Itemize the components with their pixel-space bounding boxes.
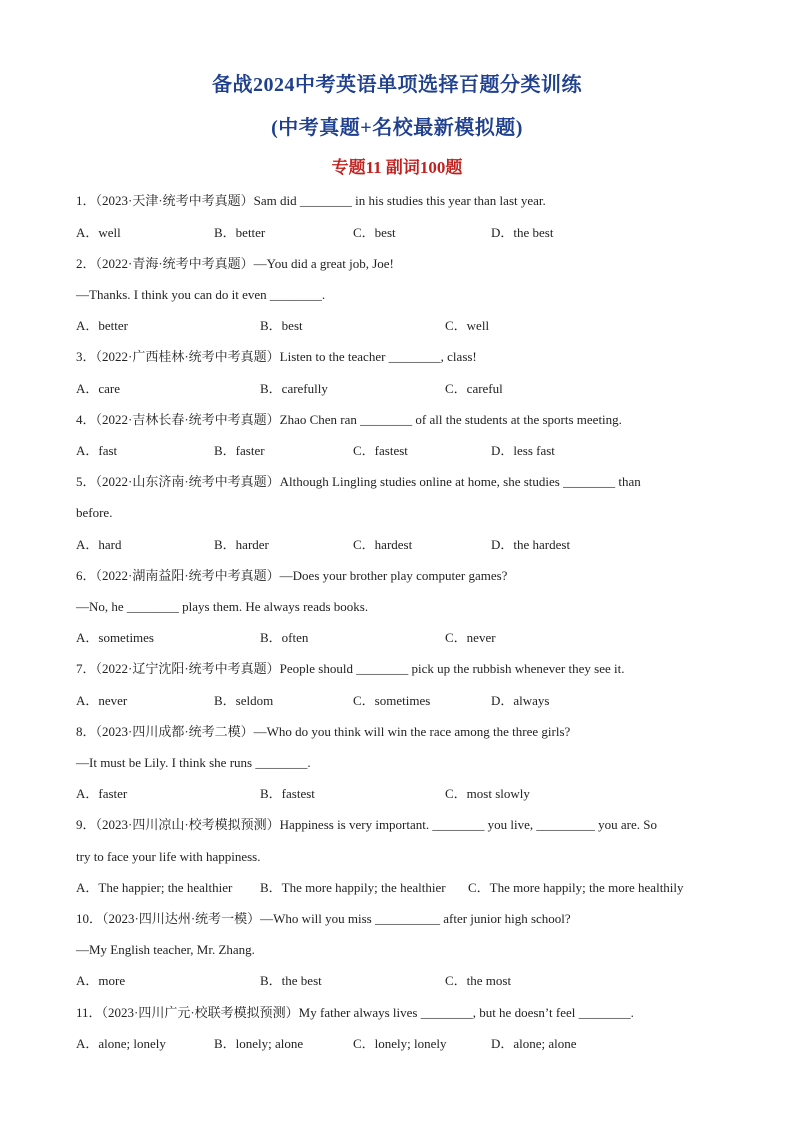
question-5-option-b: B．harder bbox=[214, 537, 269, 552]
question-2-option-c: C．well bbox=[445, 318, 490, 333]
topic-heading: 专题11 副词100题 bbox=[331, 158, 463, 177]
question-10-option-a: A．more bbox=[76, 973, 126, 988]
question-8-option-b: B．fastest bbox=[260, 786, 315, 801]
question-2-stem-cont: —Thanks. I think you can do it even ________. bbox=[76, 287, 326, 302]
question-7-option-b: B．seldom bbox=[214, 693, 274, 708]
question-10-option-c: C．the most bbox=[445, 973, 512, 988]
question-1-option-a: A．well bbox=[76, 225, 121, 240]
question-6-option-b: B．often bbox=[260, 630, 309, 645]
question-5-option-d: D．the hardest bbox=[491, 537, 571, 552]
question-7-option-c: C．sometimes bbox=[353, 693, 431, 708]
question-10-option-b: B．the best bbox=[260, 973, 322, 988]
question-5-option-c: C．hardest bbox=[353, 537, 413, 552]
question-5-stem: 5．（2022·山东济南·统考中考真题）Although Lingling studies online at home, she studies ________ than bbox=[76, 474, 641, 489]
question-8-option-a: A．faster bbox=[76, 786, 128, 801]
question-6-option-a: A．sometimes bbox=[76, 630, 154, 645]
question-3-option-b: B．carefully bbox=[260, 381, 328, 396]
question-2-option-b: B．best bbox=[260, 318, 303, 333]
question-3-option-a: A．care bbox=[76, 381, 121, 396]
question-4-option-b: B．faster bbox=[214, 443, 265, 458]
question-9-stem-cont: try to face your life with happiness. bbox=[76, 849, 261, 864]
question-6-stem: 6．（2022·湖南益阳·统考中考真题）—Does your brother play computer games? bbox=[76, 568, 508, 583]
question-1-option-b: B．better bbox=[214, 225, 266, 240]
question-4-option-d: D．less fast bbox=[491, 443, 555, 458]
question-6-option-c: C．never bbox=[445, 630, 496, 645]
question-9-option-b: B．The more happily; the healthier bbox=[260, 880, 446, 895]
question-9-stem: 9．（2023·四川凉山·校考模拟预测）Happiness is very important. ________ you live, _________ you are. So bbox=[76, 817, 657, 832]
question-4-option-c: C．fastest bbox=[353, 443, 408, 458]
question-5-option-a: A．hard bbox=[76, 537, 122, 552]
question-10-stem-cont: —My English teacher, Mr. Zhang. bbox=[76, 942, 255, 957]
question-2-option-a: A．better bbox=[76, 318, 128, 333]
question-2-stem: 2．（2022·青海·统考中考真题）—You did a great job, Joe! bbox=[76, 256, 394, 271]
question-4-option-a: A．fast bbox=[76, 443, 118, 458]
question-1-stem: 1．（2023·天津·统考中考真题）Sam did ________ in his studies this year than last year. bbox=[76, 193, 546, 208]
question-11-option-d: D．alone; alone bbox=[491, 1036, 577, 1051]
question-8-stem-cont: —It must be Lily. I think she runs ________. bbox=[76, 755, 311, 770]
question-8-stem: 8．（2023·四川成都·统考二模）—Who do you think will win the race among the three girls? bbox=[76, 724, 571, 739]
question-10-stem: 10．（2023·四川达州·统考一模）—Who will you miss __________ after junior high school? bbox=[76, 911, 571, 926]
question-8-option-c: C．most slowly bbox=[445, 786, 530, 801]
question-3-option-c: C．careful bbox=[445, 381, 503, 396]
question-6-stem-cont: —No, he ________ plays them. He always reads books. bbox=[76, 599, 369, 614]
question-11-option-c: C．lonely; lonely bbox=[353, 1036, 447, 1051]
question-1-option-c: C．best bbox=[353, 225, 396, 240]
question-7-option-d: D．always bbox=[491, 693, 550, 708]
question-7-option-a: A．never bbox=[76, 693, 128, 708]
question-11-stem: 11．（2023·四川广元·校联考模拟预测）My father always lives ________, but he doesn’t feel ________. bbox=[76, 1005, 634, 1020]
question-11-option-a: A．alone; lonely bbox=[76, 1036, 166, 1051]
question-9-option-a: A．The happier; the healthier bbox=[76, 880, 233, 895]
question-1-option-d: D．the best bbox=[491, 225, 554, 240]
question-7-stem: 7．（2022·辽宁沈阳·统考中考真题）People should ________ pick up the rubbish whenever they see it. bbox=[76, 661, 625, 676]
document-title: 备战2024中考英语单项选择百题分类训练 bbox=[212, 74, 582, 96]
question-11-option-b: B．lonely; alone bbox=[214, 1036, 304, 1051]
question-9-option-c: C．The more happily; the more healthily bbox=[468, 880, 684, 895]
question-4-stem: 4．（2022·吉林长春·统考中考真题）Zhao Chen ran ________ of all the students at the sports meeting. bbox=[76, 412, 622, 427]
question-3-stem: 3．（2022·广西桂林·统考中考真题）Listen to the teacher ________, class! bbox=[76, 349, 477, 364]
question-5-stem-cont: before. bbox=[76, 505, 113, 520]
document-title-subline: (中考真题+名校最新模拟题) bbox=[271, 117, 523, 139]
